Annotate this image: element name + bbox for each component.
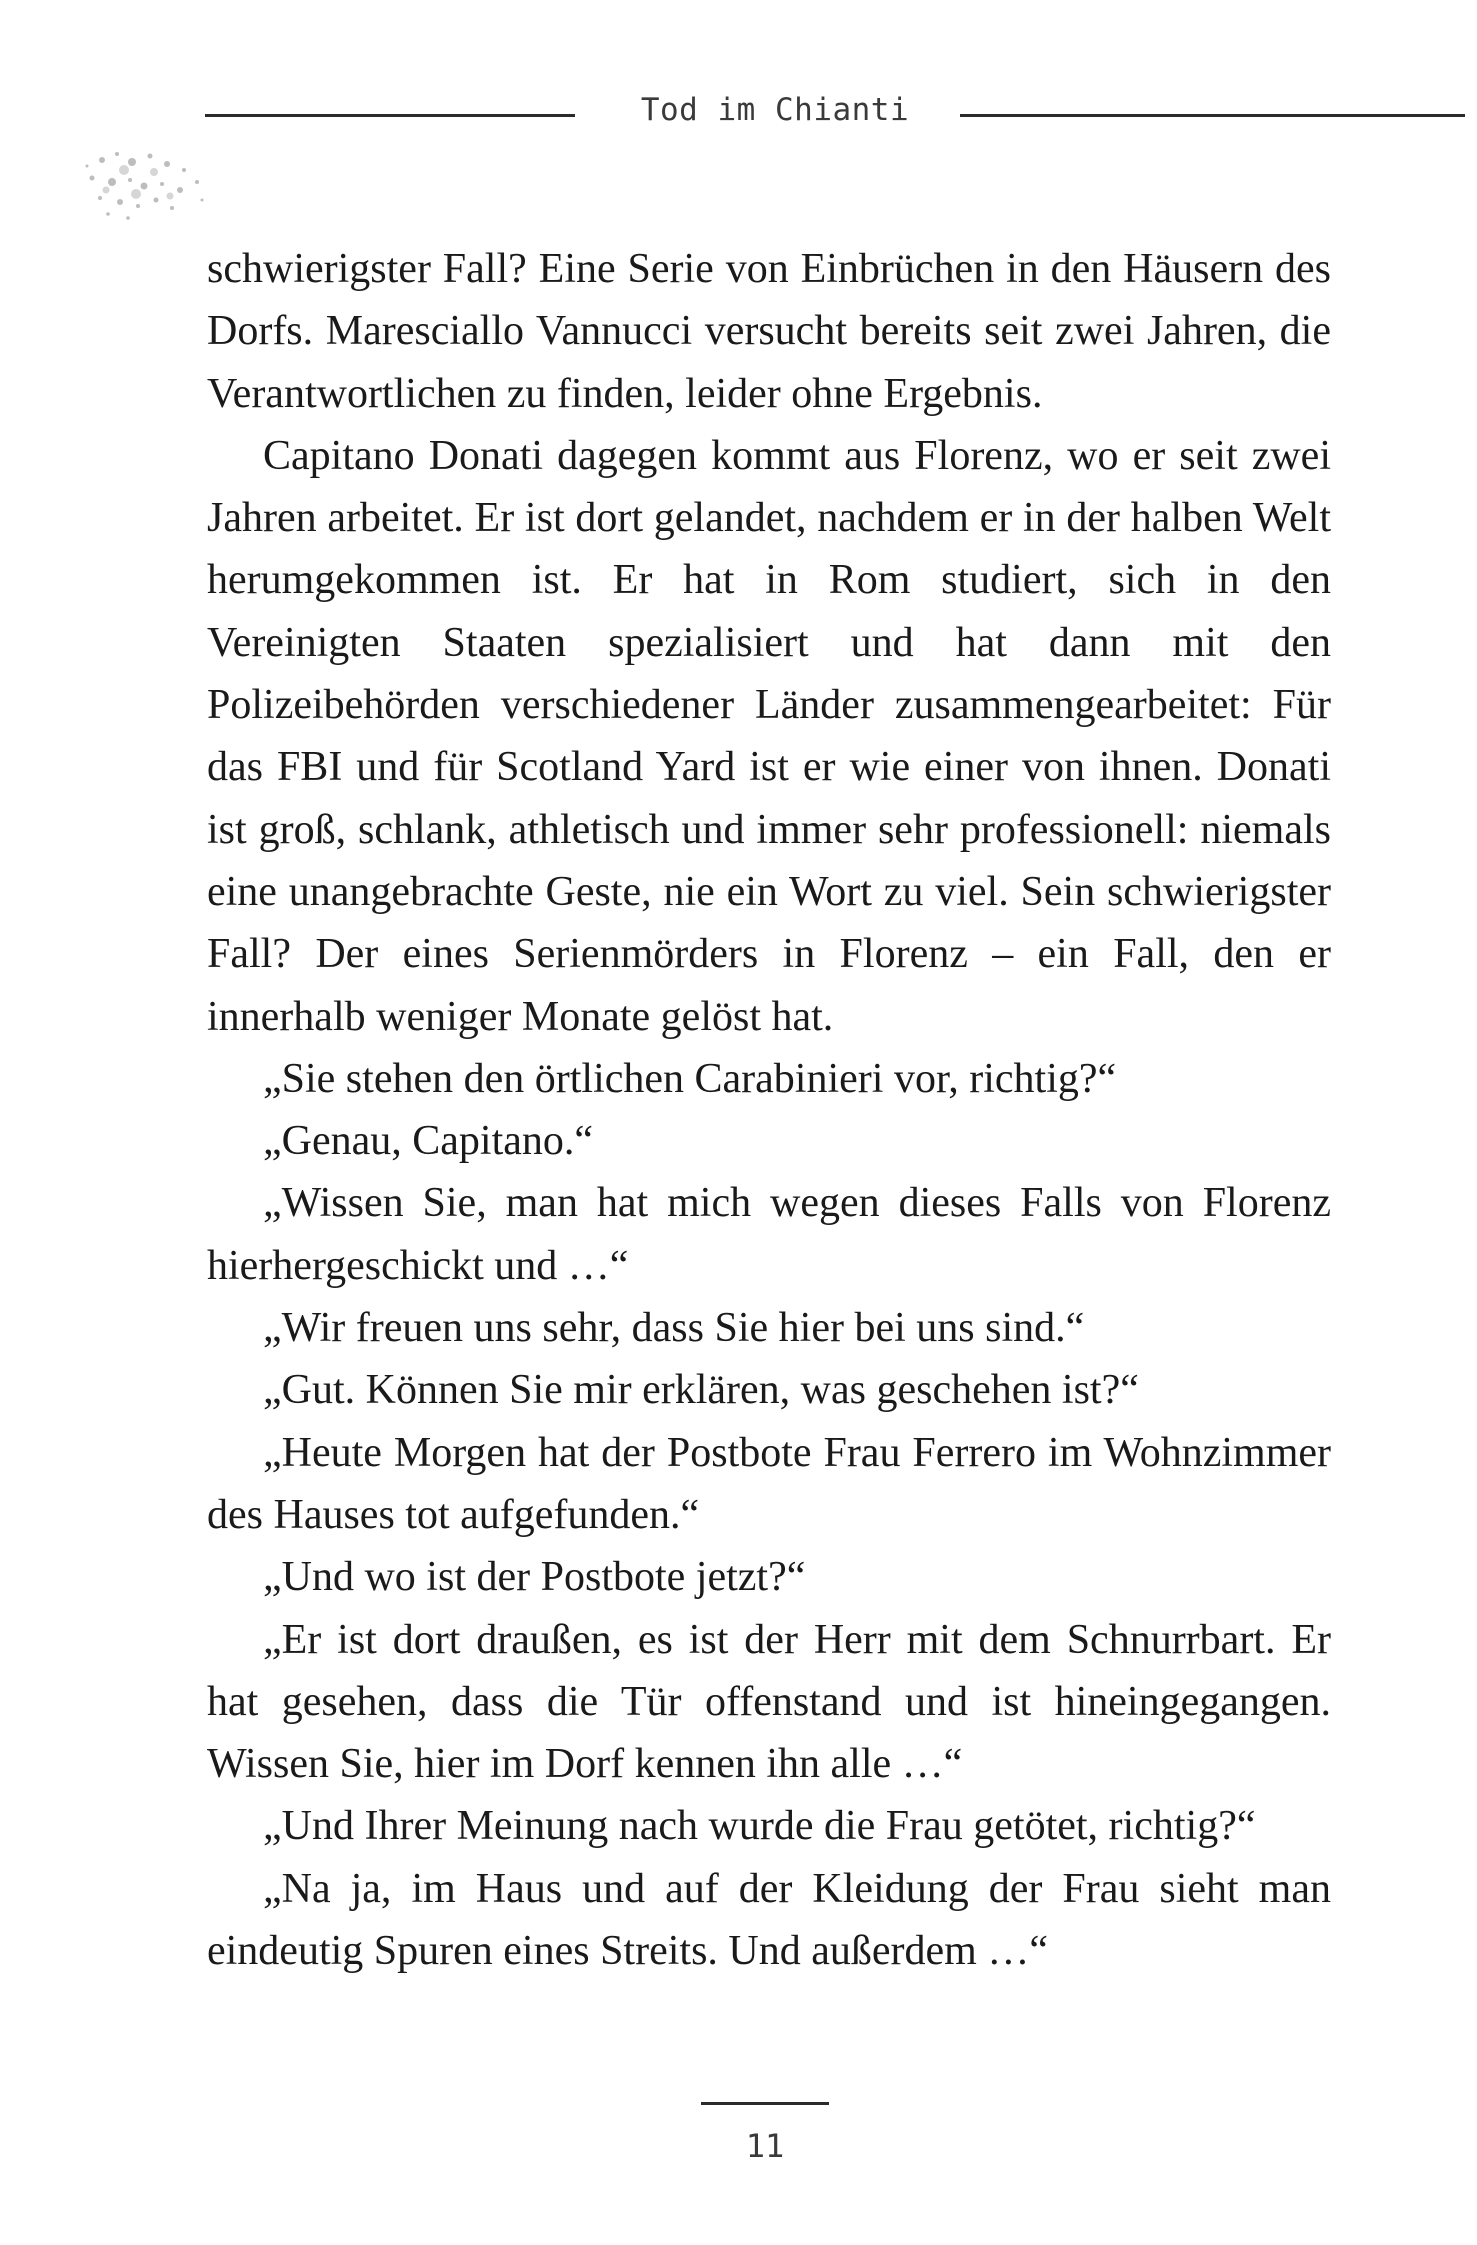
grunge-texture-ornament xyxy=(72,140,212,225)
running-header xyxy=(205,92,1465,136)
dialogue-line: „Heute Morgen hat der Postbote Frau Ferrero im Wohnzimmer des Hauses tot aufgefunden.“ xyxy=(207,1429,1331,1538)
paragraph: schwierigster Fall? Eine Serie von Einbrüchen in den Häusern des Dorfs. Maresciallo Vannucci versucht bereits seit zwei Jahren, die Verantwortlichen zu finden, leider ohne Ergebnis. xyxy=(207,246,1331,417)
page-footer xyxy=(700,2102,830,2165)
page-number: 11 xyxy=(745,2127,785,2165)
dialogue-line: „Wissen Sie, man hat mich wegen dieses Falls von Florenz hierhergeschickt und …“ xyxy=(207,1180,1331,1289)
footer-rule xyxy=(701,2102,829,2105)
dialogue-line: „Sie stehen den örtlichen Carabinieri vor, richtig?“ xyxy=(263,1055,1117,1102)
paragraph: Capitano Donati dagegen kommt aus Florenz, wo er seit zwei Jahren arbeitet. Er ist dort gelandet, nachdem er in der halben Welt herumgekommen ist. Er hat in Rom studiert, sich in den Vereinigten Staaten spezialisiert und hat dann mit den Polizeibehörden verschiedener Länder zusammengearbeitet: Für das FBI und für Scotland Yard ist er wie einer von ihnen. Donati ist groß, schlank, athletisch und immer sehr professionell: niemals eine unangebrachte Geste, nie ein Wort zu viel. Sein schwierigster Fall? Der eines Serienmörders in Florenz – ein Fall, den er innerhalb weniger Monate gelöst hat. xyxy=(207,432,1331,1040)
header-rule-right xyxy=(960,114,1465,117)
header-rule-left xyxy=(205,114,575,117)
dialogue-line: „Und Ihrer Meinung nach wurde die Frau getötet, richtig?“ xyxy=(263,1803,1256,1850)
body-text xyxy=(207,238,1331,1982)
dialogue-line: „Und wo ist der Postbote jetzt?“ xyxy=(263,1554,806,1601)
dialogue-line: „Er ist dort draußen, es ist der Herr mit dem Schnurrbart. Er hat gesehen, dass die Tür offenstand und ist hineingegangen. Wissen Sie, hier im Dorf kennen ihn alle …“ xyxy=(207,1616,1331,1788)
running-title: Tod im Chianti xyxy=(640,92,910,128)
dialogue-line: „Wir freuen uns sehr, dass Sie hier bei uns sind.“ xyxy=(263,1305,1085,1352)
dialogue-line: „Genau, Capitano.“ xyxy=(263,1118,594,1165)
dialogue-line: „Na ja, im Haus und auf der Kleidung der Frau sieht man eindeutig Spuren eines Streits. Und außerdem …“ xyxy=(207,1865,1331,1975)
dialogue-line: „Gut. Können Sie mir erklären, was geschehen ist?“ xyxy=(263,1367,1139,1414)
